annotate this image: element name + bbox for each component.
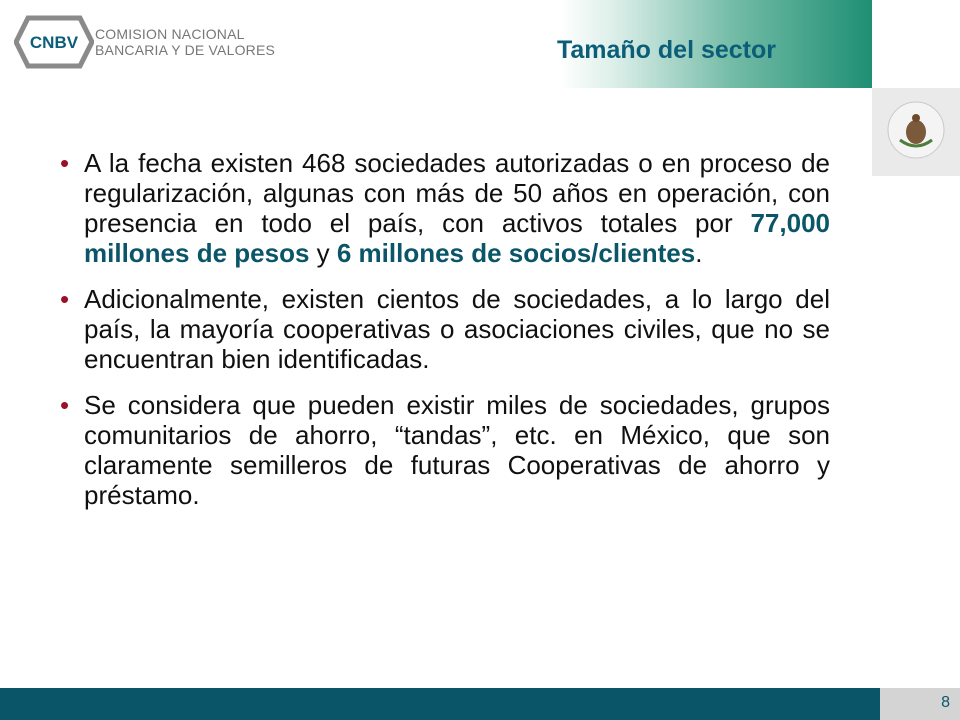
mexico-seal-icon [886,100,946,160]
bullet-text: . [695,238,703,268]
bullet-text: A la fecha existen 468 sociedades autorizadas o en proceso de regularización, algunas con más de 50 años en operación, con presencia en todo el país, con activos totales por [84,148,830,238]
bullet-text: y [309,238,337,268]
page-number-box [880,688,960,720]
bullet-text: Adicionalmente, existen cientos de sociedades, a lo largo del país, la mayoría cooperativas o asociaciones civiles, que no se encuentran bien identificadas. [84,284,830,374]
org-name-line1: COMISION NACIONAL [95,26,245,42]
bullet-dot: • [60,390,70,420]
org-name [95,26,275,58]
header [0,0,872,88]
bullet-text: Se considera que pueden existir miles de sociedades, grupos comunitarios de ahorro, “tandas”, etc. en México, que son claramente semilleros de futuras Cooperativas de ahorro y préstamo. [84,390,830,510]
bullet-item [58,148,830,268]
bullet-highlight: 77,000 millones de pesos [84,208,830,268]
cnbv-hexagon-icon [14,14,94,70]
logo-abbr: CNBV [29,33,79,52]
bullet-dot: • [60,148,70,178]
bullet-item [58,390,830,510]
bullet-dot: • [60,284,70,314]
org-name-line2: BANCARIA Y DE VALORES [95,42,276,58]
seal-box [872,88,960,176]
footer-bar [0,688,880,720]
page-number: 8 [941,694,950,711]
content [58,148,830,526]
bullet-item [58,284,830,374]
bullet-highlight: 6 millones de socios/clientes [336,238,696,268]
slide-title: Tamaño del sector [556,36,776,64]
